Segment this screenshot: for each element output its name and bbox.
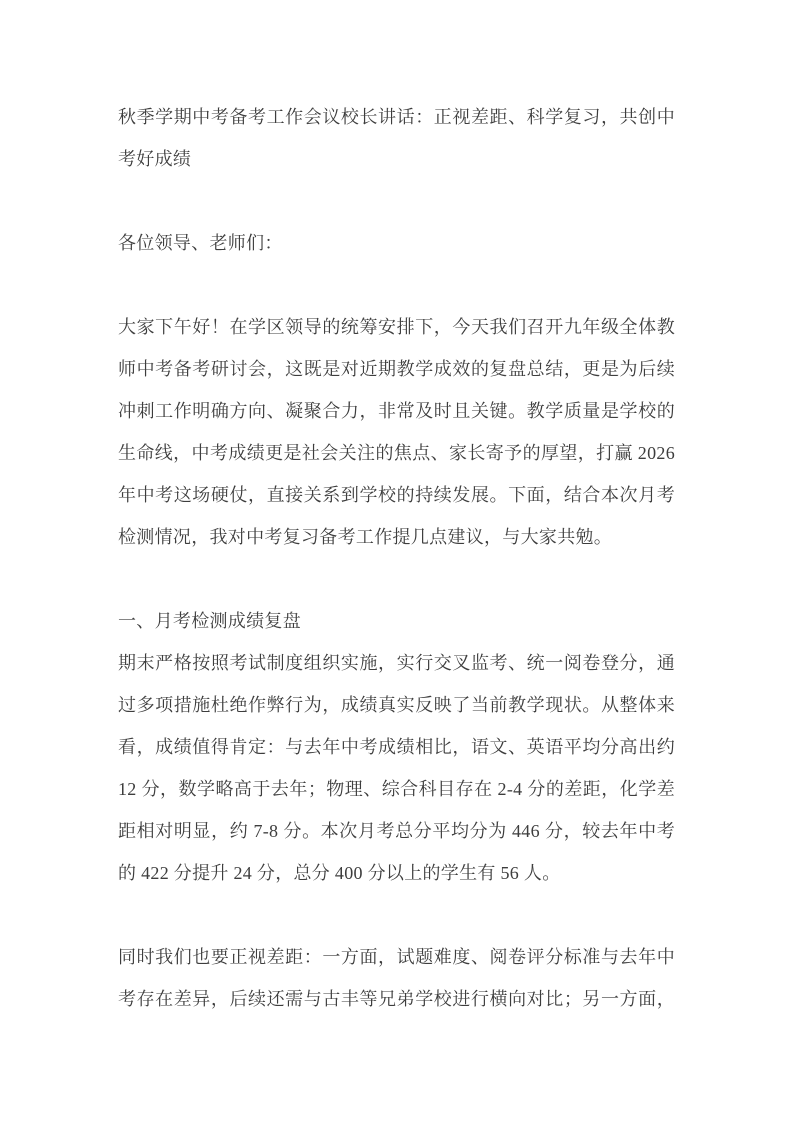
paragraph-opening (118, 306, 675, 558)
paragraph-line: 看，成绩值得肯定：与去年中考成绩相比，语文、英语平均分高出约 (118, 737, 675, 757)
section-performance-review (118, 600, 675, 894)
salutation (118, 222, 675, 264)
paragraph-line: 的 422 分提升 24 分，总分 400 分以上的学生有 56 人。 (118, 863, 561, 883)
paragraph-gaps (118, 936, 675, 1020)
section-heading: 一、月考检测成绩复盘 (118, 611, 301, 631)
paragraph-line: 年中考这场硬仗，直接关系到学校的持续发展。下面，结合本次月考 (118, 485, 675, 505)
title-line-1: 秋季学期中考备考工作会议校长讲话：正视差距、科学复习，共创中 (118, 107, 675, 127)
paragraph-line: 冲刺工作明确方向、凝聚合力，非常及时且关键。教学质量是学校的 (118, 401, 675, 421)
paragraph-line: 12 分，数学略高于去年；物理、综合科目存在 2-4 分的差距，化学差 (118, 779, 675, 799)
salutation-line: 各位领导、老师们： (118, 233, 283, 253)
paragraph-line: 考存在差异，后续还需与古丰等兄弟学校进行横向对比；另一方面， (118, 989, 675, 1009)
paragraph-line: 大家下午好！在学区领导的统筹安排下，今天我们召开九年级全体教 (118, 317, 675, 337)
paragraph-line: 生命线，中考成绩更是社会关注的焦点、家长寄予的厚望，打赢 2026 (118, 443, 675, 463)
title-line-2: 考好成绩 (118, 149, 192, 169)
paragraph-line: 师中考备考研讨会，这既是对近期教学成效的复盘总结，更是为后续 (118, 359, 675, 379)
document-title (118, 96, 675, 180)
paragraph-line: 过多项措施杜绝作弊行为，成绩真实反映了当前教学现状。从整体来 (118, 695, 675, 715)
paragraph-line: 同时我们也要正视差距：一方面，试题难度、阅卷评分标准与去年中 (118, 947, 675, 967)
paragraph-line: 检测情况，我对中考复习备考工作提几点建议，与大家共勉。 (118, 527, 613, 547)
document-body (118, 96, 675, 1020)
paragraph-line: 距相对明显，约 7-8 分。本次月考总分平均分为 446 分，较去年中考 (118, 821, 675, 841)
paragraph-line: 期末严格按照考试制度组织实施，实行交叉监考、统一阅卷登分，通 (118, 653, 675, 673)
